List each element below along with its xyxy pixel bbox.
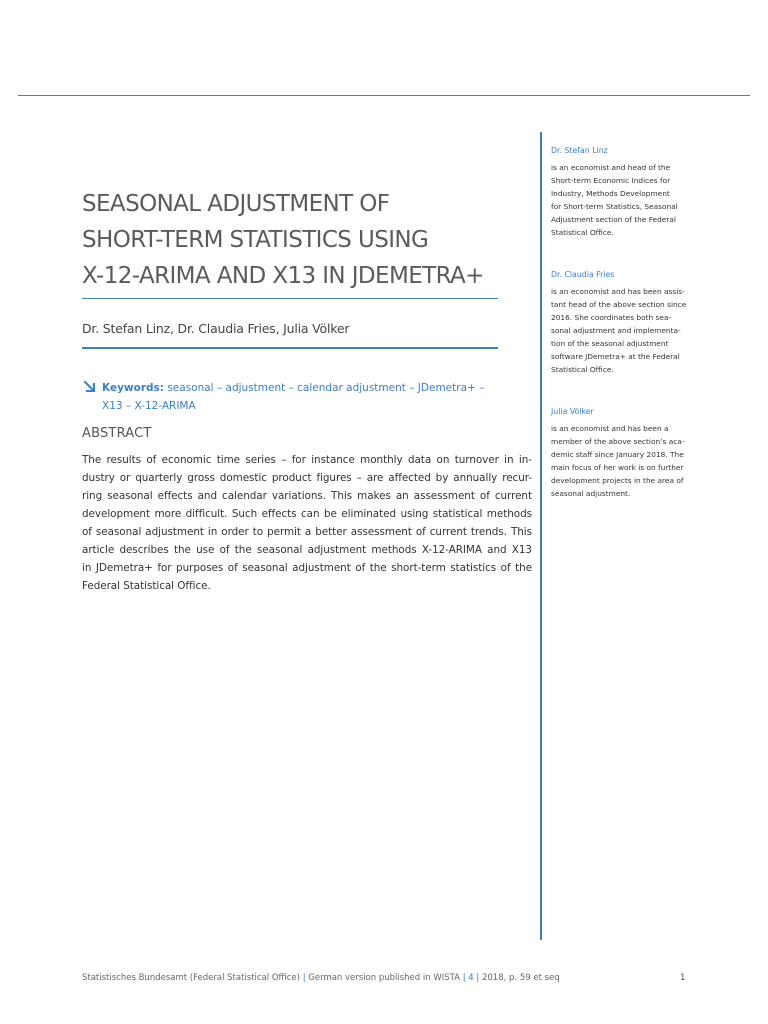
abstract-line: development more difficult. Such effects can be eliminated using statistical methods [82, 508, 532, 520]
author-bio-linz [551, 144, 691, 239]
bio-line: demic staff since January 2018. The [551, 450, 684, 459]
footer-issue: 4 [468, 973, 474, 983]
bio-line: main focus of her work is on further [551, 463, 684, 472]
footer-separator: | [462, 973, 466, 983]
bio-line: Statistical Office. [551, 365, 614, 374]
page-number: 1 [680, 973, 686, 983]
bio-line: Short-term Economic Indices for [551, 176, 671, 185]
bio-line: Adjustment section of the Federal [551, 215, 676, 224]
title-line-1: SEASONAL ADJUSTMENT OF [82, 191, 390, 217]
bio-line: software JDemetra+ at the Federal [551, 352, 680, 361]
bio-line: member of the above section’s aca- [551, 437, 685, 446]
title-line-2: SHORT-TERM STATISTICS USING [82, 227, 429, 253]
bio-line: is an economist and head of the [551, 163, 671, 172]
abstract-line: ring seasonal effects and calendar variations. This makes an assessment of current [82, 490, 532, 502]
abstract-line: in JDemetra+ for purposes of seasonal adjustment of the short-term statistics of the [82, 562, 532, 574]
bio-name: Julia Völker [551, 407, 594, 416]
bio-line: for Short-term Statistics, Seasonal [551, 202, 678, 211]
arrow-down-right-icon [83, 380, 97, 394]
bio-line: seasonal adjustment. [551, 489, 631, 498]
footer-year-page: 2018, p. 59 et seq [481, 973, 560, 983]
author-bio-voelker [551, 405, 691, 500]
authors-divider [82, 347, 498, 349]
abstract-text [82, 451, 532, 595]
footer-publisher: Statistisches Bundesamt (Federal Statistical Office) [82, 973, 300, 983]
bio-line: Statistical Office. [551, 228, 614, 237]
bio-line: 2016. She coordinates both sea- [551, 313, 672, 322]
abstract-line: The results of economic time series – for instance monthly data on turnover in in- [82, 454, 532, 466]
bio-line: development projects in the area of [551, 476, 684, 485]
abstract-line: of seasonal adjustment in order to permit a better assessment of current trends. This [82, 526, 532, 538]
keywords-label: Keywords: [102, 382, 164, 394]
footer-edition: German version published in WISTA [308, 973, 460, 983]
footer-separator: | [302, 973, 306, 983]
bio-name: Dr. Claudia Fries [551, 270, 615, 279]
keywords-text-1: seasonal – adjustment – calendar adjustment – JDemetra+ – [167, 382, 485, 394]
abstract-line: Federal Statistical Office. [82, 580, 211, 592]
article-title [82, 186, 502, 294]
bio-line: Industry, Methods Development [551, 189, 670, 198]
keywords-block [83, 379, 493, 415]
bio-line: is an economist and has been assis- [551, 287, 685, 296]
page-footer [82, 973, 560, 983]
title-divider [82, 298, 498, 299]
abstract-line: dustry or quarterly gross domestic product figures – are affected by annually recur- [82, 472, 532, 484]
keywords-line-1 [102, 379, 493, 397]
keywords-text-2: X13 – X-12-ARIMA [102, 400, 196, 412]
title-line-3: X-12-ARIMA AND X13 IN JDEMETRA+ [82, 263, 484, 289]
top-divider [18, 95, 750, 96]
abstract-line: article describes the use of the seasonal adjustment methods X-12-ARIMA and X13 [82, 544, 532, 556]
sidebar-divider [540, 132, 542, 940]
bio-name: Dr. Stefan Linz [551, 146, 608, 155]
bio-line: is an economist and has been a [551, 424, 669, 433]
bio-line: tant head of the above section since [551, 300, 687, 309]
bio-line: sonal adjustment and implementa- [551, 326, 681, 335]
author-list: Dr. Stefan Linz, Dr. Claudia Fries, Julia Völker [82, 321, 350, 336]
author-bio-fries [551, 268, 691, 376]
bio-line: tion of the seasonal adjustment [551, 339, 669, 348]
footer-separator: | [476, 973, 480, 983]
abstract-heading: ABSTRACT [82, 426, 152, 441]
